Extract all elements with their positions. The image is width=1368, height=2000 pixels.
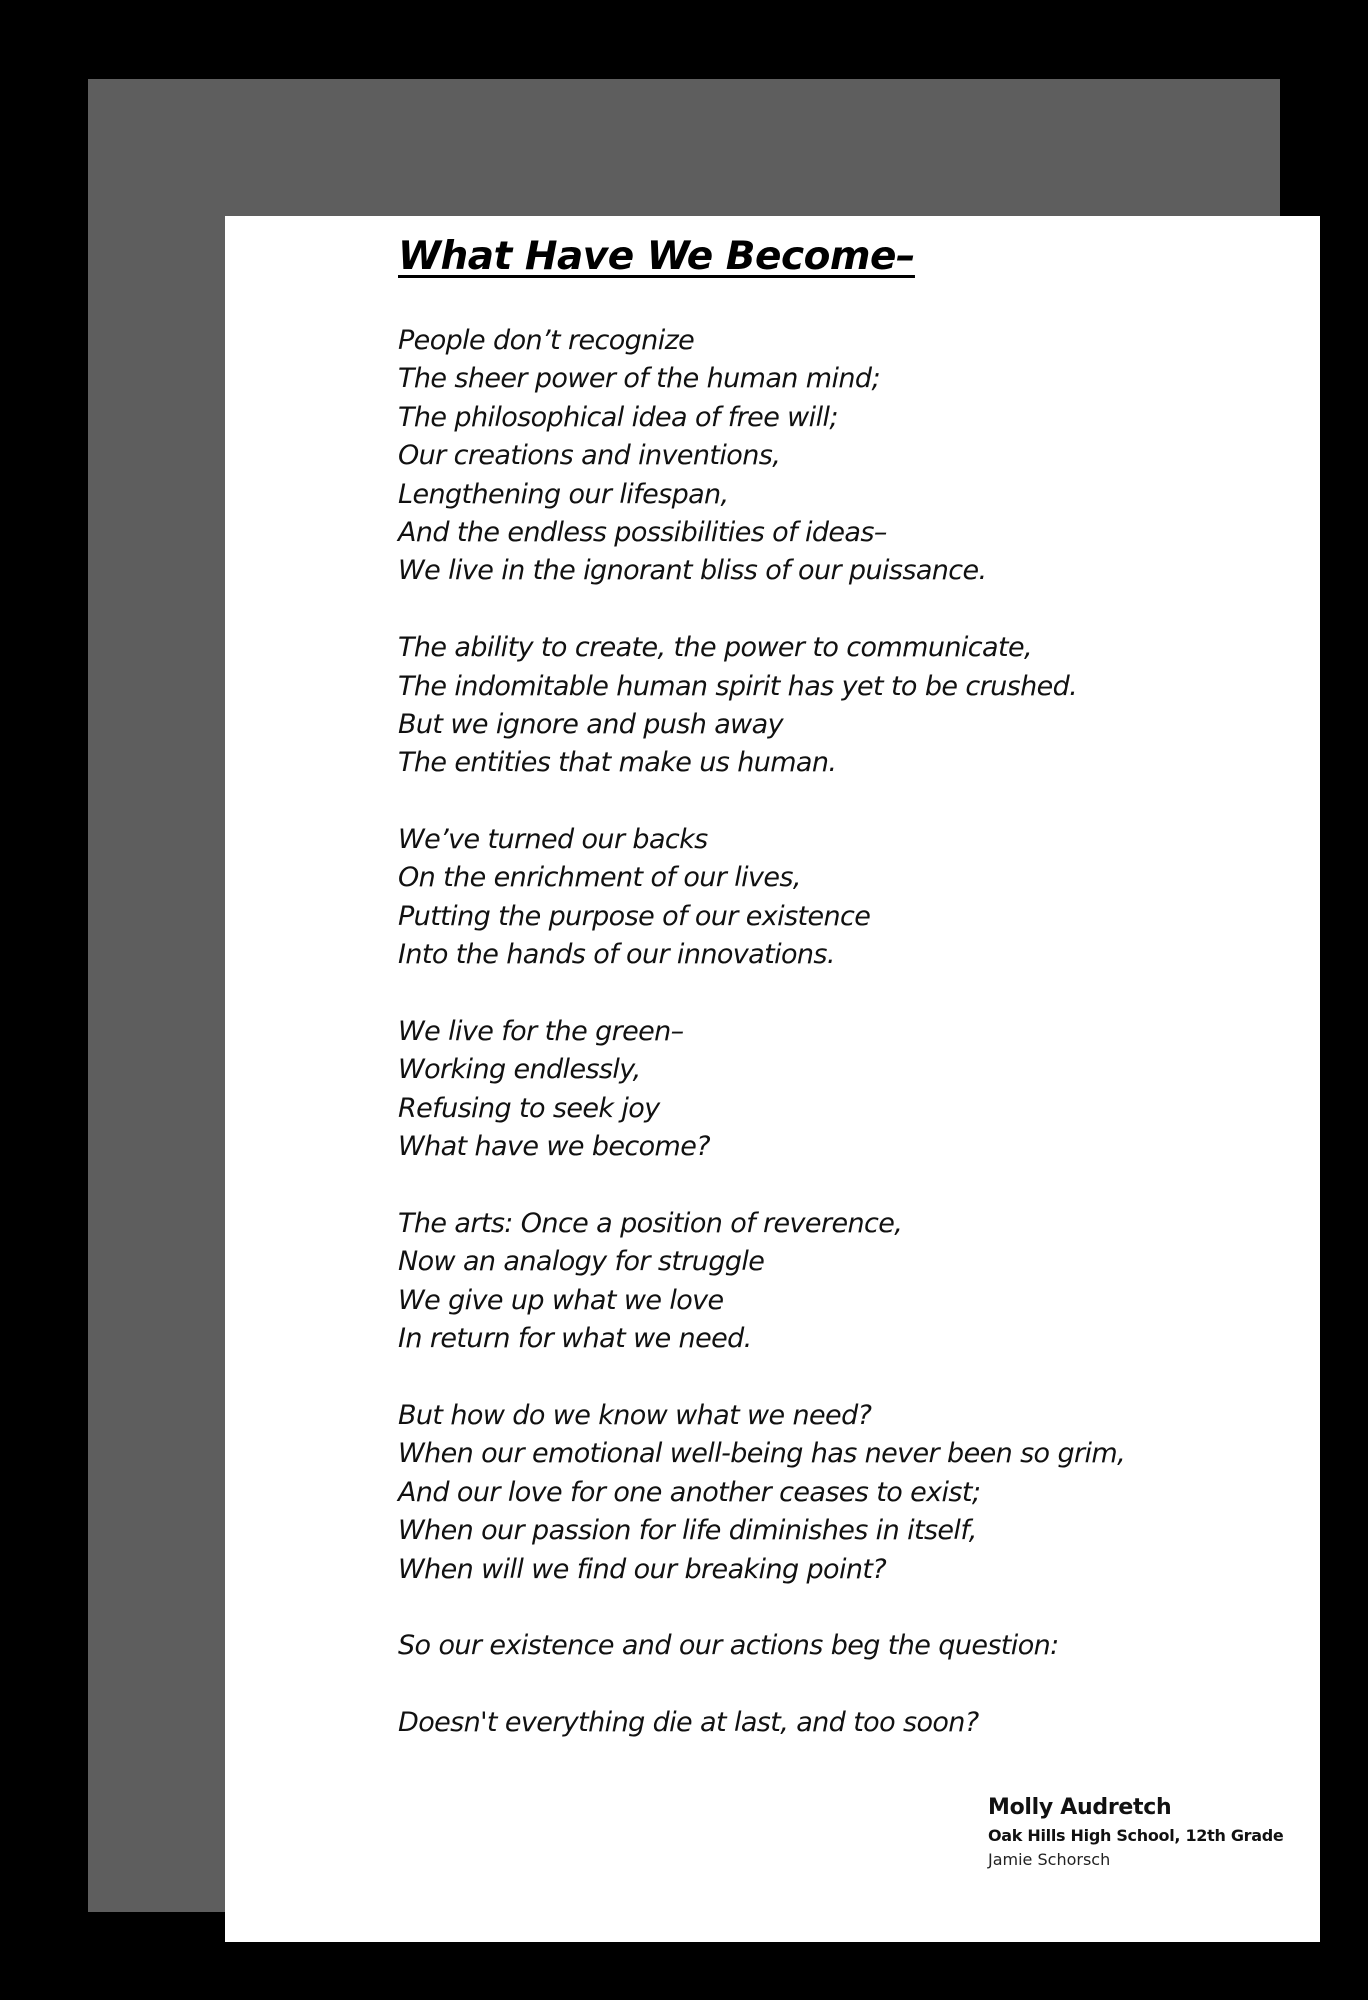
stanza [398, 322, 1125, 591]
poem-title: What Have We Become– [398, 234, 915, 279]
poem-line: And our love for one another ceases to exist; [398, 1476, 981, 1508]
poem-line: We’ve turned our backs [398, 824, 708, 856]
poem-line: Refusing to seek joy [398, 1092, 660, 1124]
teacher-name: Jamie Schorsch [988, 1850, 1111, 1869]
poem-line: The entities that make us human. [398, 747, 837, 779]
poem-line: The philosophical idea of free will; [398, 401, 838, 433]
poem-line: When will we find our breaking point? [398, 1553, 887, 1585]
poem-line: What have we become? [398, 1131, 710, 1163]
poem-line: When our passion for life diminishes in itself, [398, 1515, 977, 1547]
stanza [398, 1627, 1125, 1665]
poem-line: We live in the ignorant bliss of our puissance. [398, 555, 987, 587]
poem-line: But how do we know what we need? [398, 1399, 872, 1431]
stanza [398, 1205, 1125, 1359]
poem-body [398, 322, 1125, 1742]
poem-line: The arts: Once a position of reverence, [398, 1207, 903, 1239]
poem-line: We live for the green– [398, 1016, 684, 1048]
picture-frame [88, 79, 1284, 1912]
stanza [398, 821, 1125, 975]
poem-line: Working endlessly, [398, 1054, 641, 1086]
stanza [398, 1397, 1125, 1589]
poem-line: So our existence and our actions beg the question: [398, 1630, 1059, 1662]
poem-line: Lengthening our lifespan, [398, 478, 729, 510]
poem-line: The sheer power of the human mind; [398, 363, 880, 395]
poem-line: On the enrichment of our lives, [398, 862, 801, 894]
poem-line: Putting the purpose of our existence [398, 900, 871, 932]
poem-line: Now an analogy for struggle [398, 1246, 765, 1278]
stanza [398, 1013, 1125, 1167]
poem-line: Our creations and inventions, [398, 440, 781, 472]
poem-line: And the endless possibilities of ideas– [398, 516, 887, 548]
poem-line: Doesn't everything die at last, and too soon? [398, 1707, 979, 1739]
stanza [398, 629, 1125, 783]
poem-line: We give up what we love [398, 1284, 724, 1316]
poem-page [225, 216, 1320, 1942]
stanza [398, 1704, 1125, 1742]
poem-line: People don’t recognize [398, 325, 695, 356]
poem-line: In return for what we need. [398, 1323, 752, 1355]
author-school: Oak Hills High School, 12th Grade [988, 1826, 1284, 1845]
poem-line: The ability to create, the power to communicate, [398, 632, 1032, 664]
poem-line: The indomitable human spirit has yet to be crushed. [398, 670, 1078, 702]
poem-line: Into the hands of our innovations. [398, 939, 835, 971]
poem-line: But we ignore and push away [398, 708, 783, 740]
poem-line: When our emotional well-being has never been so grim, [398, 1438, 1126, 1470]
author-name: Molly Audretch [988, 1795, 1172, 1820]
author-credits [988, 1792, 1283, 1872]
